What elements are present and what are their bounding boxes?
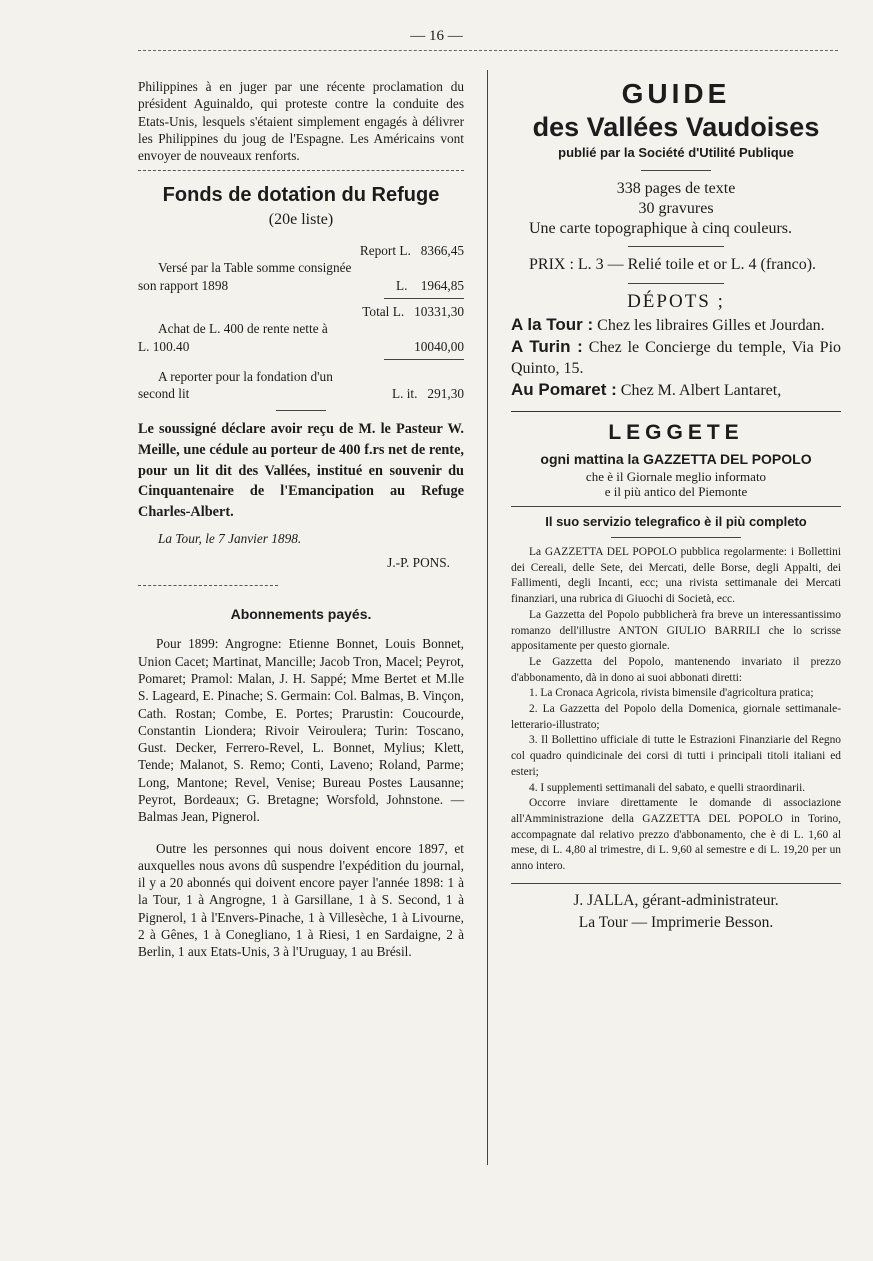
total-line — [138, 303, 464, 320]
gerant-line: J. JALLA, gérant-administrateur. — [573, 891, 779, 909]
achat-row — [138, 338, 464, 355]
abonnements-text: Pour 1899: Angrogne: Etienne Bonnet, Louis Bonnet, Union Cacet; Martinat, Mancille; Jacob Tron, Macel; Peyrot, Pomaret; Pramol: Malan, J. H. Sappé; Mme Bertet et M.lle S. Lageard, E. Pinache; S. Germain: Col. Balmas, B. Vinçon, Cath. Rostan; Combe, E. Portes; Prarustin: Coucourde, Constantin Liondera; Rivoir Veiroulera; Turin: Toscano, Gust. Decker, Ferrero-Revel, L. Bonnet, Mylius; Klett, Tende; Malanot, S. Remo; Conti, Laveno; Roland, Parme; Long, Mantone; Revel, Venise; Bureau Postes Lausanne; Peyrot, Bordeaux; G. Bretagne; Worsfold, Johnstone. — Balmas Jean, Pignerol. — [138, 636, 464, 825]
short-divider — [611, 537, 741, 538]
reporter-currency: L. it. — [391, 386, 418, 402]
depot-tour-text: Chez les libraires Gilles et Jourdan. — [597, 317, 825, 334]
sum-rule — [384, 359, 464, 360]
top-rule — [138, 50, 838, 51]
verse-currency: L. — [396, 277, 408, 293]
gazzetta-item-1: 1. La Cronaca Agricola, rivista bimensile d'agricoltura pratica; — [529, 687, 814, 700]
abonnements-title: Abonnements payés. — [230, 606, 372, 623]
reporter-row — [138, 385, 464, 402]
verse-line-2: son rapport 1898 — [138, 277, 229, 293]
gazzetta-para-2: La Gazzetta del Popolo pubblicherà fra breve un interessantissimo romanzo dell'illustre ANTON GIULIO BARRILI che lo scrisse appositamente per questo giornale. — [511, 608, 841, 653]
leggete-line-2: che è il Giornale meglio informato — [585, 469, 767, 484]
reporter-line-2: second lit — [138, 386, 190, 402]
depot-turin-text: Chez le Concierge du temple, Via Pio Quinto, 15. — [511, 339, 842, 377]
carte-line: Une carte topographique à cinq couleurs. — [529, 220, 793, 237]
guide-subtitle: des Vallées Vaudoises — [532, 112, 820, 142]
page-number: — 16 — — [410, 28, 463, 44]
servizio-line: Il suo servizio telegrafico è il più completo — [545, 514, 807, 529]
outre-text: Outre les personnes qui nous doivent encore 1897, et auxquelles nous avons dû suspendre l'expédition du journal, il y a 20 abonnés qui doivent encore payer l'année 1898: 1 à la Tour, 1 à Angrogne, 1 à Garsillane, 1 à S. Second, 1 à Pignerol, 1 à l'Envers-Pinache, 1 à Villesèche, 1 à Livourne, 2 à Gênes, 1 à Coneglianο, 1 à Riesi, 1 en Sardaigne, 2 à Berlin, 1 aux Etats-Unis, 3 à l'Uruguay, 1 au Brésil. — [138, 840, 464, 960]
report-label: Report L. — [359, 243, 411, 259]
achat-line-2: L. 100.40 — [138, 338, 190, 354]
depot-pomaret — [511, 379, 841, 401]
section-rule — [511, 411, 841, 412]
imprimerie-line: La Tour — Imprimerie Besson. — [578, 913, 774, 931]
verse-row — [138, 277, 464, 294]
depot-pomaret-text: Chez M. Albert Lantaret, — [620, 382, 782, 399]
gravures-line: 30 gravures — [638, 200, 714, 217]
short-divider — [276, 410, 326, 411]
right-column — [511, 78, 841, 934]
reporter-value: 291,30 — [427, 386, 464, 402]
short-divider — [641, 170, 711, 171]
depot-pomaret-place: Au Pomaret : — [511, 380, 617, 399]
total-value: 10331,30 — [414, 303, 464, 319]
guide-title: GUIDE — [621, 78, 731, 109]
place-date: La Tour, le 7 Janvier 1898. — [158, 531, 302, 547]
report-value: 8366,45 — [420, 243, 464, 259]
achat-line-1: Achat de L. 400 de rente nette à — [158, 321, 328, 337]
fonds-subtitle: (20e liste) — [268, 210, 334, 228]
short-divider — [628, 246, 724, 247]
declaration: Le soussigné déclare avoir reçu de M. le Pasteur W. Meille, une cédule au porteur de 400 f.rs net de rente, pour un lit dit des Vallées, institué en souvenir du Cinquantenaire de l'Emancipation au Refuge Charles-Albert. — [138, 421, 464, 520]
divider — [138, 585, 278, 586]
guide-publisher: publié par la Société d'Utilité Publique — [558, 145, 794, 160]
depot-tour-place: A la Tour : — [511, 315, 594, 334]
depot-turin — [511, 336, 841, 379]
signature: J.-P. PONS. — [387, 554, 450, 570]
prix-line: PRIX : L. 3 — Relié toile et or L. 4 (franco). — [529, 256, 817, 273]
leggete-line-1: ogni mattina la GAZZETTA DEL POPOLO — [540, 451, 812, 467]
depot-tour — [511, 314, 841, 336]
leggete-line-3: e il più antico del Piemonte — [604, 484, 748, 499]
reporter-line-1: A reporter pour la fondation d'un — [158, 368, 333, 384]
sum-rule — [384, 298, 464, 299]
gazzetta-para-1: La GAZZETTA DEL POPOLO pubblica regolarmente: i Bollettini dei Cereali, delle Sete, dei Mercati, delle Borse, degli Appalti, dei Fallimenti, degli Incanti, ecc; una rivista settimanale dei Mercati finanziari, una rubrica di Giuochi di Società, ecc. — [511, 546, 841, 606]
depots-title: DÉPOTS ; — [627, 291, 725, 312]
short-divider — [628, 283, 724, 284]
gazzetta-para-4: Occorre inviare direttamente le domande di associazione all'Amministrazione della GAZZETTA DEL POPOLO in Torino, accompagnate dal relativo prezzo d'abbonamento, che è di L. 1,60 al mese, di L. 4,80 al trimestre, di L. 9,60 al semestre e di L. 19,20 per un anno intero. — [511, 797, 841, 873]
gazzetta-item-3: 3. Il Bollettino ufficiale di tutte le Estrazioni Finanziarie del Regno col quadro quindicinale dei corsi di tutti i principali titoli italiani ed esteri; — [511, 734, 841, 778]
gazzetta-para-3: Le Gazzetta del Popolo, mantenendo invariato il prezzo d'abbonamento, dà in dono ai suoi abbonati diretti: — [511, 655, 841, 684]
gazzetta-item-4: 4. I supplementi settimanali del sabato, e quelli straordinarii. — [529, 781, 806, 794]
section-rule — [511, 506, 841, 507]
achat-value: 10040,00 — [414, 338, 464, 354]
fonds-title: Fonds de dotation du Refuge — [162, 184, 440, 207]
divider — [138, 170, 464, 171]
pages-line: 338 pages de texte — [616, 180, 736, 197]
column-divider — [487, 70, 488, 1165]
verse-line-1: Versé par la Table somme consignée — [158, 260, 352, 276]
report-line — [138, 242, 464, 259]
total-label: Total L. — [362, 303, 405, 319]
section-rule — [511, 883, 841, 884]
left-column — [138, 78, 464, 961]
leggete-title: LEGGETE — [608, 421, 744, 444]
depot-turin-place: A Turin : — [511, 337, 583, 356]
verse-value: 1964,85 — [420, 277, 464, 293]
gazzetta-item-2: 2. La Gazzetta del Popolo della Domenica, giornale settimanale-letterario-illustrato; — [511, 703, 841, 731]
intro-paragraph: Philippines à en juger par une récente proclamation du président Aguinaldo, qui proteste contre la conduite des Etats-Unis, lesquels s'étaient simplement engagés à délivrer les Philippines du joug de l'Espagne. Les Américains vont envoyer de nouveaux renforts. — [138, 79, 464, 164]
